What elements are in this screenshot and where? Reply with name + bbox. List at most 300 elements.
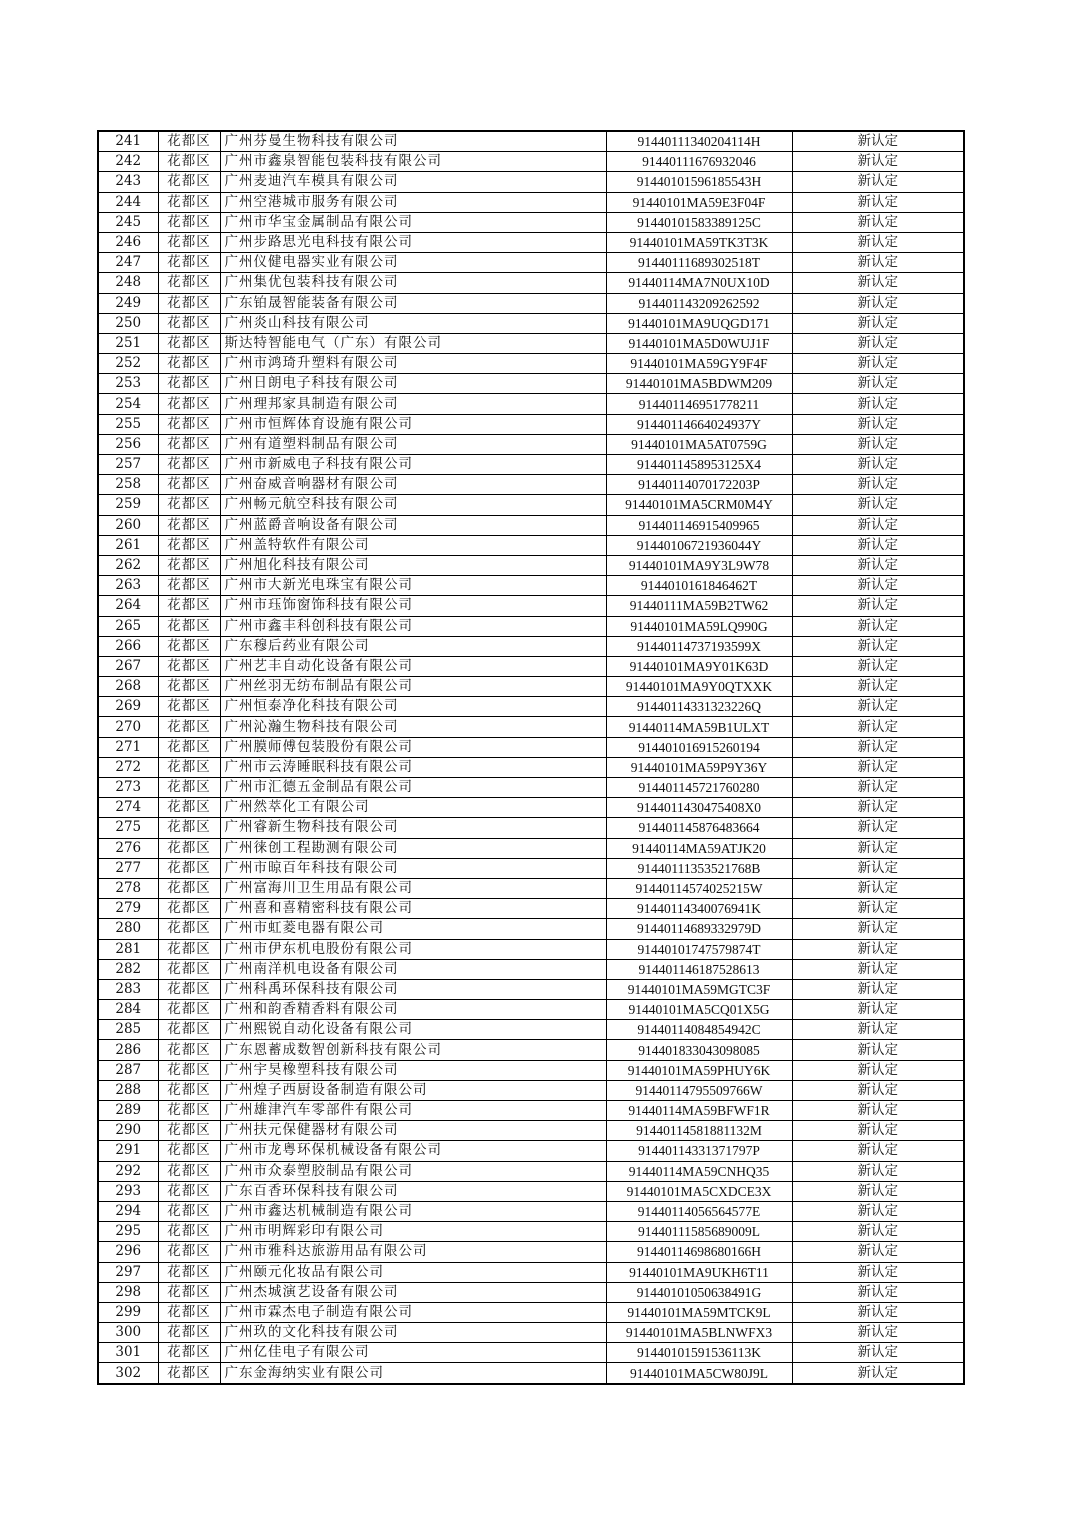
certification-status: 新认定 — [792, 273, 964, 293]
certification-status: 新认定 — [792, 899, 964, 919]
table-row — [98, 253, 964, 273]
table-row — [98, 414, 964, 434]
certification-status: 新认定 — [792, 677, 964, 697]
credit-code: 91440114581881132M — [606, 1121, 792, 1141]
credit-code: 91440101MA9UKH6T11 — [606, 1262, 792, 1282]
table-row — [98, 596, 964, 616]
credit-code: 91440101MA5AT0759G — [606, 434, 792, 454]
row-number: 259 — [98, 495, 158, 515]
company-name: 广州市新威电子科技有限公司 — [220, 455, 606, 475]
certification-status: 新认定 — [792, 778, 964, 798]
credit-code: 91440101691526019​4 — [606, 737, 792, 757]
certification-status: 新认定 — [792, 939, 964, 959]
row-number: 257 — [98, 455, 158, 475]
credit-code: 91440111340204114H — [606, 131, 792, 152]
credit-code: 91440101MA9Y3L9W78 — [606, 555, 792, 575]
certification-status: 新认定 — [792, 475, 964, 495]
district: 花都区 — [158, 636, 220, 656]
credit-code: 91440114695177821​1 — [606, 394, 792, 414]
company-name: 广州科禹环保科技有限公司 — [220, 979, 606, 999]
district: 花都区 — [158, 1282, 220, 1302]
table-row — [98, 273, 964, 293]
company-name: 广州市恒辉体育设施有限公司 — [220, 414, 606, 434]
table-row — [98, 1000, 964, 1020]
credit-code: 91440101MA59TK3T3K — [606, 232, 792, 252]
district: 花都区 — [158, 798, 220, 818]
table-row — [98, 1181, 964, 1201]
row-number: 254 — [98, 394, 158, 414]
district: 花都区 — [158, 192, 220, 212]
district: 花都区 — [158, 596, 220, 616]
row-number: 295 — [98, 1222, 158, 1242]
company-name: 广州艺丰自动化设备有限公司 — [220, 656, 606, 676]
row-number: 255 — [98, 414, 158, 434]
company-name: 广州炎山科技有限公司 — [220, 313, 606, 333]
district: 花都区 — [158, 394, 220, 414]
company-name: 广州日朗电子科技有限公司 — [220, 374, 606, 394]
district: 花都区 — [158, 697, 220, 717]
certification-status: 新认定 — [792, 979, 964, 999]
district: 花都区 — [158, 374, 220, 394]
credit-code: 91440114MA59BFWF1R — [606, 1101, 792, 1121]
company-name: 广州麦迪汽车模具有限公司 — [220, 172, 606, 192]
table-row — [98, 535, 964, 555]
district: 花都区 — [158, 979, 220, 999]
certification-status: 新认定 — [792, 919, 964, 939]
enterprise-table-body — [98, 131, 964, 1384]
table-row — [98, 858, 964, 878]
district: 花都区 — [158, 1201, 220, 1221]
certification-status: 新认定 — [792, 374, 964, 394]
certification-status: 新认定 — [792, 1302, 964, 1322]
credit-code: 91440114664024937Y — [606, 414, 792, 434]
company-name: 广州丝羽无纺布制品有限公司 — [220, 677, 606, 697]
certification-status: 新认定 — [792, 878, 964, 898]
table-row — [98, 172, 964, 192]
credit-code: 91440101MA5BLNWFX3 — [606, 1323, 792, 1343]
company-name: 广州膜师傅包装股份有限公司 — [220, 737, 606, 757]
district: 花都区 — [158, 656, 220, 676]
certification-status: 新认定 — [792, 172, 964, 192]
credit-code: 91440101MA5CW80J9L — [606, 1363, 792, 1384]
credit-code: 91440114MA59B1ULXT — [606, 717, 792, 737]
table-row — [98, 475, 964, 495]
company-name: 广州睿新生物科技有限公司 — [220, 818, 606, 838]
company-name: 广州市雅科达旅游用品有限公司 — [220, 1242, 606, 1262]
credit-code: 91440114MA59CNHQ35 — [606, 1161, 792, 1181]
credit-code: 91440111676932046 — [606, 152, 792, 172]
company-name: 广州南洋机电设备有限公司 — [220, 959, 606, 979]
company-name: 广州市云涛睡眠科技有限公司 — [220, 757, 606, 777]
company-name: 广州然萃化工有限公司 — [220, 798, 606, 818]
certification-status: 新认定 — [792, 858, 964, 878]
certification-status: 新认定 — [792, 434, 964, 454]
table-row — [98, 354, 964, 374]
certification-status: 新认定 — [792, 212, 964, 232]
credit-code: 91440101MA59MGTC3F — [606, 979, 792, 999]
certification-status: 新认定 — [792, 131, 964, 152]
credit-code: 91440114084854942C — [606, 1020, 792, 1040]
credit-code: 91440101MA59GY9F4F — [606, 354, 792, 374]
credit-code: 91440101MA59LQ990G — [606, 616, 792, 636]
company-name: 广州和韵香精香料有限公司 — [220, 1000, 606, 1020]
row-number: 256 — [98, 434, 158, 454]
credit-code: 91440101MA59P9Y36Y — [606, 757, 792, 777]
table-row — [98, 1282, 964, 1302]
district: 花都区 — [158, 1262, 220, 1282]
company-name: 斯达特智能电气（广东）有限公司 — [220, 333, 606, 353]
row-number: 292 — [98, 1161, 158, 1181]
company-name: 广州徕创工程勘测有限公司 — [220, 838, 606, 858]
district: 花都区 — [158, 1141, 220, 1161]
company-name: 广州市鑫丰科创科技有限公司 — [220, 616, 606, 636]
credit-code: 91440101MA9Y01K63D — [606, 656, 792, 676]
row-number: 269 — [98, 697, 158, 717]
table-row — [98, 1040, 964, 1060]
credit-code: 91440101MA59PHUY6K — [606, 1060, 792, 1080]
row-number: 244 — [98, 192, 158, 212]
row-number: 288 — [98, 1080, 158, 1100]
table-row — [98, 576, 964, 596]
company-name: 广州玖的文化科技有限公司 — [220, 1323, 606, 1343]
certification-status: 新认定 — [792, 192, 964, 212]
certification-status: 新认定 — [792, 1363, 964, 1384]
company-name: 广州颐元化妆品有限公司 — [220, 1262, 606, 1282]
company-name: 广州扶元保健器材有限公司 — [220, 1121, 606, 1141]
table-row — [98, 212, 964, 232]
table-row — [98, 798, 964, 818]
district: 花都区 — [158, 899, 220, 919]
table-row — [98, 333, 964, 353]
row-number: 294 — [98, 1201, 158, 1221]
company-name: 广东铂晟智能装备有限公司 — [220, 293, 606, 313]
table-row — [98, 455, 964, 475]
district: 花都区 — [158, 1343, 220, 1363]
district: 花都区 — [158, 1060, 220, 1080]
credit-code: 91440114056564577E — [606, 1201, 792, 1221]
company-name: 广州市伊东机电股份有限公司 — [220, 939, 606, 959]
credit-code: 91440114340076941K — [606, 899, 792, 919]
table-row — [98, 434, 964, 454]
row-number: 282 — [98, 959, 158, 979]
credit-code: 91440114574025215W — [606, 878, 792, 898]
row-number: 289 — [98, 1101, 158, 1121]
row-number: 248 — [98, 273, 158, 293]
row-number: 284 — [98, 1000, 158, 1020]
row-number: 278 — [98, 878, 158, 898]
company-name: 广州市龙粤环保机械设备有限公司 — [220, 1141, 606, 1161]
certification-status: 新认定 — [792, 656, 964, 676]
table-row — [98, 737, 964, 757]
company-name: 广州雄津汽车零部件有限公司 — [220, 1101, 606, 1121]
table-row — [98, 131, 964, 152]
table-row — [98, 293, 964, 313]
table-row — [98, 313, 964, 333]
table-row — [98, 1020, 964, 1040]
table-row — [98, 919, 964, 939]
row-number: 287 — [98, 1060, 158, 1080]
row-number: 283 — [98, 979, 158, 999]
company-name: 广州市大新光电珠宝有限公司 — [220, 576, 606, 596]
credit-code: 91440101MA5CRM0M4Y — [606, 495, 792, 515]
company-name: 广州市鸿琦升塑料有限公司 — [220, 354, 606, 374]
row-number: 253 — [98, 374, 158, 394]
company-name: 广州恒泰净化科技有限公司 — [220, 697, 606, 717]
credit-code: 91440101747579874T — [606, 939, 792, 959]
row-number: 275 — [98, 818, 158, 838]
credit-code: 91440114689332979D — [606, 919, 792, 939]
company-name: 广州市霖杰电子制造有限公司 — [220, 1302, 606, 1322]
row-number: 258 — [98, 475, 158, 495]
credit-code: 91440111353521768B — [606, 858, 792, 878]
row-number: 274 — [98, 798, 158, 818]
certification-status: 新认定 — [792, 555, 964, 575]
certification-status: 新认定 — [792, 1242, 964, 1262]
row-number: 276 — [98, 838, 158, 858]
district: 花都区 — [158, 455, 220, 475]
certification-status: 新认定 — [792, 737, 964, 757]
certification-status: 新认定 — [792, 1141, 964, 1161]
certification-status: 新认定 — [792, 1040, 964, 1060]
certification-status: 新认定 — [792, 616, 964, 636]
certification-status: 新认定 — [792, 818, 964, 838]
table-row — [98, 192, 964, 212]
row-number: 268 — [98, 677, 158, 697]
row-number: 249 — [98, 293, 158, 313]
district: 花都区 — [158, 878, 220, 898]
certification-status: 新认定 — [792, 1020, 964, 1040]
row-number: 299 — [98, 1302, 158, 1322]
district: 花都区 — [158, 1323, 220, 1343]
company-name: 广州杰城演艺设备有限公司 — [220, 1282, 606, 1302]
row-number: 267 — [98, 656, 158, 676]
table-row — [98, 555, 964, 575]
company-name: 广州市珏饰窗饰科技有限公司 — [220, 596, 606, 616]
row-number: 281 — [98, 939, 158, 959]
district: 花都区 — [158, 535, 220, 555]
district: 花都区 — [158, 1121, 220, 1141]
district: 花都区 — [158, 475, 220, 495]
credit-code: 91440114320926259​2 — [606, 293, 792, 313]
certification-status: 新认定 — [792, 1222, 964, 1242]
table-row — [98, 818, 964, 838]
row-number: 300 — [98, 1323, 158, 1343]
company-name: 广州市鑫泉智能包装科技有限公司 — [220, 152, 606, 172]
table-row — [98, 697, 964, 717]
company-name: 广州步路思光电科技有限公司 — [220, 232, 606, 252]
credit-code: 91440114698680166H — [606, 1242, 792, 1262]
credit-code: 91440101MA59E3F04F — [606, 192, 792, 212]
table-row — [98, 394, 964, 414]
company-name: 广东金海纳实业有限公司 — [220, 1363, 606, 1384]
district: 花都区 — [158, 495, 220, 515]
certification-status: 新认定 — [792, 1060, 964, 1080]
row-number: 296 — [98, 1242, 158, 1262]
row-number: 301 — [98, 1343, 158, 1363]
credit-code: 91440114737193599X — [606, 636, 792, 656]
certification-status: 新认定 — [792, 1282, 964, 1302]
table-row — [98, 959, 964, 979]
table-row — [98, 778, 964, 798]
row-number: 271 — [98, 737, 158, 757]
table-row — [98, 152, 964, 172]
row-number: 245 — [98, 212, 158, 232]
table-row — [98, 878, 964, 898]
district: 花都区 — [158, 555, 220, 575]
district: 花都区 — [158, 1101, 220, 1121]
district: 花都区 — [158, 616, 220, 636]
credit-code: 91440101050638491G — [606, 1282, 792, 1302]
credit-code: 91440101MA9UQGD171 — [606, 313, 792, 333]
table-row — [98, 374, 964, 394]
district: 花都区 — [158, 1363, 220, 1384]
district: 花都区 — [158, 959, 220, 979]
table-row — [98, 515, 964, 535]
certification-status: 新认定 — [792, 354, 964, 374]
certification-status: 新认定 — [792, 515, 964, 535]
table-row — [98, 1363, 964, 1384]
certification-status: 新认定 — [792, 1000, 964, 1020]
credit-code: 91440114589531​25X4 — [606, 455, 792, 475]
row-number: 285 — [98, 1020, 158, 1040]
row-number: 291 — [98, 1141, 158, 1161]
certification-status: 新认定 — [792, 717, 964, 737]
company-name: 广州仪健电器实业有限公司 — [220, 253, 606, 273]
row-number: 298 — [98, 1282, 158, 1302]
certification-status: 新认定 — [792, 1262, 964, 1282]
district: 花都区 — [158, 152, 220, 172]
district: 花都区 — [158, 1161, 220, 1181]
credit-code: 91440101618464​62T — [606, 576, 792, 596]
company-name: 广州市华宝金属制品有限公司 — [220, 212, 606, 232]
credit-code: 91440114587648366​4 — [606, 818, 792, 838]
certification-status: 新认定 — [792, 1101, 964, 1121]
credit-code: 91440111MA59B2TW62 — [606, 596, 792, 616]
row-number: 272 — [98, 757, 158, 777]
table-row — [98, 1080, 964, 1100]
credit-code: 91440101596185543H — [606, 172, 792, 192]
company-name: 广州理邦家具制造有限公司 — [220, 394, 606, 414]
row-number: 280 — [98, 919, 158, 939]
credit-code: 91440101MA5BDWM209 — [606, 374, 792, 394]
district: 花都区 — [158, 1000, 220, 1020]
company-name: 广州有道塑料制品有限公司 — [220, 434, 606, 454]
credit-code: 91440114MA7N0UX10D — [606, 273, 792, 293]
credit-code: 91440101591536113K — [606, 1343, 792, 1363]
certification-status: 新认定 — [792, 535, 964, 555]
credit-code: 91440111585689009L — [606, 1222, 792, 1242]
company-name: 广州蓝爵音响设备有限公司 — [220, 515, 606, 535]
district: 花都区 — [158, 1040, 220, 1060]
district: 花都区 — [158, 757, 220, 777]
row-number: 243 — [98, 172, 158, 192]
district: 花都区 — [158, 1222, 220, 1242]
table-row — [98, 1302, 964, 1322]
certification-status: 新认定 — [792, 313, 964, 333]
district: 花都区 — [158, 939, 220, 959]
enterprise-table — [97, 130, 965, 1385]
row-number: 266 — [98, 636, 158, 656]
row-number: 262 — [98, 555, 158, 575]
certification-status: 新认定 — [792, 333, 964, 353]
row-number: 302 — [98, 1363, 158, 1384]
district: 花都区 — [158, 232, 220, 252]
row-number: 297 — [98, 1262, 158, 1282]
certification-status: 新认定 — [792, 576, 964, 596]
certification-status: 新认定 — [792, 1161, 964, 1181]
table-row — [98, 1060, 964, 1080]
certification-status: 新认定 — [792, 1080, 964, 1100]
table-row — [98, 1242, 964, 1262]
table-row — [98, 757, 964, 777]
row-number: 264 — [98, 596, 158, 616]
credit-code: 91440101MA59MTCK9L — [606, 1302, 792, 1322]
table-row — [98, 1343, 964, 1363]
company-name: 广州芬曼生物科技有限公司 — [220, 131, 606, 152]
company-name: 广州畅元航空科技有限公司 — [220, 495, 606, 515]
company-name: 广州市晾百年科技有限公司 — [220, 858, 606, 878]
district: 花都区 — [158, 293, 220, 313]
district: 花都区 — [158, 858, 220, 878]
table-row — [98, 636, 964, 656]
company-name: 广东穆后药业有限公司 — [220, 636, 606, 656]
company-name: 广州市明辉彩印有限公司 — [220, 1222, 606, 1242]
district: 花都区 — [158, 737, 220, 757]
credit-code: 91440114795509766W — [606, 1080, 792, 1100]
credit-code: 91440111689302518T — [606, 253, 792, 273]
credit-code: 91440101MA5CQ01X5G — [606, 1000, 792, 1020]
district: 花都区 — [158, 1302, 220, 1322]
district: 花都区 — [158, 313, 220, 333]
row-number: 265 — [98, 616, 158, 636]
table-row — [98, 1101, 964, 1121]
credit-code: 91440114691540996​5 — [606, 515, 792, 535]
row-number: 261 — [98, 535, 158, 555]
company-name: 广州富海川卫生用品有限公司 — [220, 878, 606, 898]
credit-code: 91440101583389125C — [606, 212, 792, 232]
certification-status: 新认定 — [792, 232, 964, 252]
certification-status: 新认定 — [792, 152, 964, 172]
table-row — [98, 899, 964, 919]
row-number: 273 — [98, 778, 158, 798]
district: 花都区 — [158, 838, 220, 858]
table-row — [98, 717, 964, 737]
district: 花都区 — [158, 333, 220, 353]
district: 花都区 — [158, 212, 220, 232]
row-number: 286 — [98, 1040, 158, 1060]
table-row — [98, 616, 964, 636]
credit-code: 91440106721936044Y — [606, 535, 792, 555]
row-number: 279 — [98, 899, 158, 919]
company-name: 广州市众泰塑胶制品有限公司 — [220, 1161, 606, 1181]
row-number: 293 — [98, 1181, 158, 1201]
row-number: 260 — [98, 515, 158, 535]
district: 花都区 — [158, 253, 220, 273]
district: 花都区 — [158, 1181, 220, 1201]
company-name: 广州盖特软件有限公司 — [220, 535, 606, 555]
credit-code: 91440183304309808​5 — [606, 1040, 792, 1060]
district: 花都区 — [158, 818, 220, 838]
company-name: 广州空港城市服务有限公司 — [220, 192, 606, 212]
table-row — [98, 677, 964, 697]
district: 花都区 — [158, 273, 220, 293]
certification-status: 新认定 — [792, 697, 964, 717]
district: 花都区 — [158, 1020, 220, 1040]
district: 花都区 — [158, 414, 220, 434]
district: 花都区 — [158, 778, 220, 798]
company-name: 广州市虹菱电器有限公司 — [220, 919, 606, 939]
row-number: 242 — [98, 152, 158, 172]
